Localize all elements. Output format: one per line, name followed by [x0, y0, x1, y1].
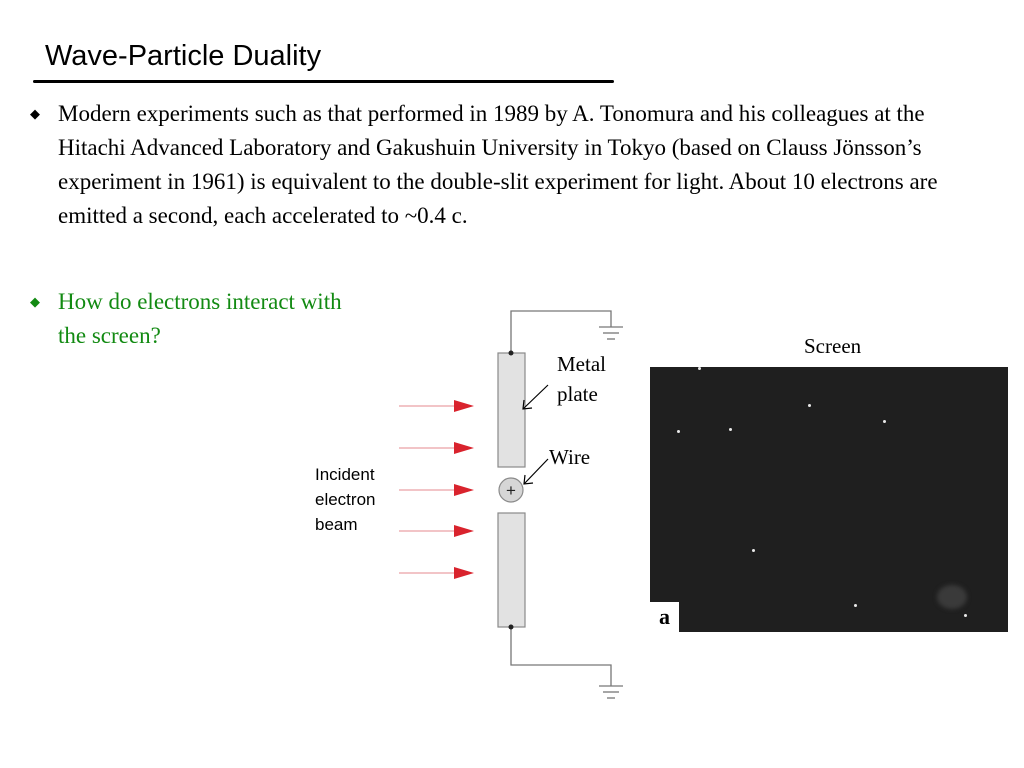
connection-dot — [509, 351, 514, 356]
metal-plate-pointer-arrow-icon — [523, 385, 548, 409]
beam-arrow-icon — [399, 525, 474, 537]
beam-arrow-icon — [399, 442, 474, 454]
incident-label-line: beam — [315, 515, 358, 534]
screen-smudge — [937, 585, 967, 609]
ground-symbol-top-icon — [599, 327, 623, 339]
metal-plate-top — [498, 353, 525, 467]
top-ground-wire — [511, 311, 611, 352]
incident-beam-label — [315, 462, 375, 537]
metal-label-line: Metal — [557, 352, 606, 376]
detector-screen-image — [650, 367, 1008, 632]
metal-plate-bottom — [498, 513, 525, 627]
bullet-text-question: How do electrons interact with the screen? — [58, 289, 342, 348]
metal-plate-label — [557, 349, 606, 409]
electron-hit-dot — [964, 614, 967, 617]
wire-pointer-arrow-icon — [524, 459, 548, 484]
slide-title: Wave-Particle Duality — [45, 40, 322, 72]
electron-hit-dot — [883, 420, 886, 423]
electron-hit-dot — [729, 428, 732, 431]
diamond-bullet-icon: ◆ — [30, 294, 40, 309]
electron-hit-dot — [854, 604, 857, 607]
beam-arrow-icon — [399, 400, 474, 412]
panel-label: a — [650, 602, 679, 632]
ground-symbol-bottom-icon — [599, 686, 623, 698]
wire-plus-symbol: + — [506, 481, 516, 500]
electron-hit-dot — [752, 549, 755, 552]
diamond-bullet-icon: ◆ — [30, 106, 40, 121]
wire-label: Wire — [549, 445, 591, 469]
beam-arrow-icon — [399, 484, 474, 496]
electron-hit-dot — [677, 430, 680, 433]
metal-label-line: plate — [557, 382, 598, 406]
incident-label-line: Incident — [315, 465, 375, 484]
bottom-ground-wire — [511, 628, 611, 686]
connection-dot — [509, 625, 514, 630]
electron-hit-dot — [698, 367, 701, 370]
incident-beam-arrows — [399, 400, 474, 579]
electron-hit-dot — [808, 404, 811, 407]
screen-label: Screen — [804, 334, 862, 358]
incident-label-line: electron — [315, 490, 376, 509]
bullet-text-experiment: Modern experiments such as that performed in 1989 by A. Tonomura and his colleagues at the Hitachi Advanced Laboratory and Gakushuin University in Tokyo (based on Clauss Jönsson’s experiment in 1961) is equivalent to the double-slit experiment for light. About 10 electrons are emitted a second, each accelerated to ~0.4 c. — [58, 101, 938, 228]
beam-arrow-icon — [399, 567, 474, 579]
